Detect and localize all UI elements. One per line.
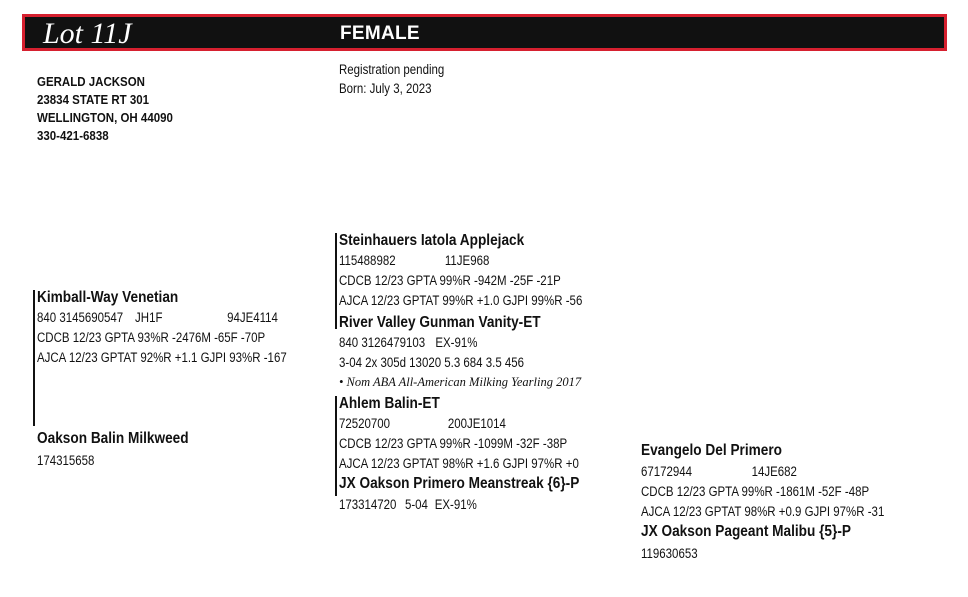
dam-dam-classification: EX-91% [434,497,477,512]
sire-dam-note: • Nom ABA All-American Milking Yearling 2017 [339,375,582,389]
sire-sire-ids [339,250,489,271]
dam-id-registration: 174315658 [37,453,95,468]
dam-dam-sire-id-stud: 14JE682 [751,464,797,479]
sire-sire-id-stud: 11JE968 [444,253,490,268]
dam-dam-dam-name: JX Oakson Pageant Malibu {5}-P [641,523,851,540]
sire-dam-id-registration: 840 3126479103 [339,335,426,350]
lot-number: Lot 11J [43,17,132,50]
sire-dam-classification: EX-91% [435,335,478,350]
sire-dam-name: River Valley Gunman Vanity-ET [339,314,541,331]
dam-dam-sire-ids [641,461,797,482]
dam-name: Oakson Balin Milkweed [37,430,189,447]
birth-date: Born: July 3, 2023 [339,81,432,96]
lot-banner [22,14,947,51]
sire-ajca-line: AJCA 12/23 GPTAT 92%R +1.1 GJPI 93%R -167 [37,350,287,365]
dam-dam-id-registration: 173314720 [339,497,397,512]
sire-sire-id-registration: 115488982 [339,253,396,268]
sire-ids [37,307,278,328]
sire-sire-name: Steinhauers Iatola Applejack [339,232,525,249]
dam-sire-id-stud: 200JE1014 [447,416,506,431]
sire-sire-bracket-line [335,233,337,329]
dam-dam-ids [339,494,477,515]
sire-cdcb-line: CDCB 12/23 GPTA 93%R -2476M -65F -70P [37,330,266,345]
sire-name: Kimball-Way Venetian [37,289,179,306]
sire-dam-ids [339,332,477,353]
sire-id-registration: 840 3145690547 [37,310,124,325]
sex-label: FEMALE [340,23,420,44]
dam-sire-name: Ahlem Balin-ET [339,395,440,412]
dam-dam-sire-name: Evangelo Del Primero [641,442,783,459]
dam-dam-sire-cdcb-line: CDCB 12/23 GPTA 99%R -1861M -52F -48P [641,484,870,499]
dam-sire-ids [339,413,506,434]
consignor-street: 23834 STATE RT 301 [37,93,150,107]
consignor-phone: 330-421-6838 [37,129,109,143]
dam-sire-ajca-line: AJCA 12/23 GPTAT 98%R +1.6 GJPI 97%R +0 [339,456,579,471]
sire-id-stud: 94JE4114 [227,310,278,325]
dam-sire-bracket-line [335,396,337,496]
dam-sire-cdcb-line: CDCB 12/23 GPTA 99%R -1099M -32F -38P [339,436,568,451]
sire-dam-production-record: 3-04 2x 305d 13020 5.3 684 3.5 456 [339,355,525,370]
sire-sire-ajca-line: AJCA 12/23 GPTAT 99%R +1.0 GJPI 99%R -56 [339,293,583,308]
dam-dam-name: JX Oakson Primero Meanstreak {6}-P [339,475,580,492]
registration-status: Registration pending [339,62,445,77]
dam-dam-dam-id-registration: 119630653 [641,546,698,561]
consignor-city: WELLINGTON, OH 44090 [37,111,173,125]
sire-id-code: JH1F [135,310,163,325]
dam-dam-sire-ajca-line: AJCA 12/23 GPTAT 98%R +0.9 GJPI 97%R -31 [641,504,885,519]
sire-sire-cdcb-line: CDCB 12/23 GPTA 99%R -942M -25F -21P [339,273,561,288]
dam-dam-sire-id-registration: 67172944 [641,464,693,479]
consignor-name: GERALD JACKSON [37,75,145,89]
dam-dam-age: 5-04 [404,497,428,512]
dam-sire-id-registration: 72520700 [339,416,391,431]
sire-bracket-line [33,290,35,426]
